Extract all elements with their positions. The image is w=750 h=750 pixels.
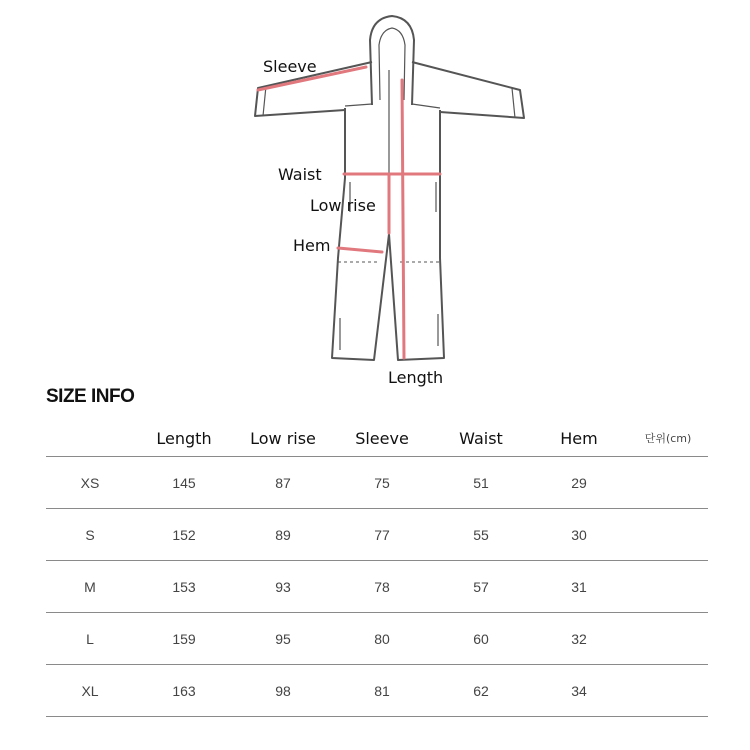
sleeve-cell: 78 [332, 561, 432, 613]
shoulder-seam [345, 104, 440, 108]
right-sleeve-outline [412, 62, 524, 118]
hem-cell: 30 [530, 509, 628, 561]
table-row [46, 613, 708, 665]
empty-cell [628, 457, 708, 509]
waist-cell: 55 [432, 509, 530, 561]
length-measure-line [402, 80, 404, 358]
right-cuff [512, 88, 515, 118]
hem-cell: 31 [530, 561, 628, 613]
waist-cell: 57 [432, 561, 530, 613]
length-cell: 159 [134, 613, 234, 665]
hem-cell: 34 [530, 665, 628, 717]
sleeve-cell: 80 [332, 613, 432, 665]
size-cell: XS [46, 457, 134, 509]
hem-measure-line [338, 248, 382, 252]
column-header-sleeve: Sleeve [332, 420, 432, 457]
waist-label: Waist [278, 165, 322, 184]
column-header-waist: Waist [432, 420, 530, 457]
length-cell: 153 [134, 561, 234, 613]
low-rise-cell: 89 [234, 509, 332, 561]
hood-outline [370, 16, 414, 105]
size-info-title: SIZE INFO [46, 386, 135, 407]
left-cuff [263, 86, 266, 116]
waist-cell: 51 [432, 457, 530, 509]
table-row [46, 509, 708, 561]
hem-cell: 29 [530, 457, 628, 509]
table-row [46, 457, 708, 509]
waist-cell: 62 [432, 665, 530, 717]
size-cell: M [46, 561, 134, 613]
sleeve-cell: 75 [332, 457, 432, 509]
length-cell: 163 [134, 665, 234, 717]
low-rise-cell: 98 [234, 665, 332, 717]
low-rise-cell: 93 [234, 561, 332, 613]
empty-cell [628, 613, 708, 665]
size-table-header [46, 420, 708, 457]
size-cell: XL [46, 665, 134, 717]
low-rise-cell: 87 [234, 457, 332, 509]
table-row [46, 665, 708, 717]
empty-cell [628, 665, 708, 717]
sleeve-cell: 77 [332, 509, 432, 561]
column-header-hem: Hem [530, 420, 628, 457]
waist-cell: 60 [432, 613, 530, 665]
length-cell: 152 [134, 509, 234, 561]
size-cell: L [46, 613, 134, 665]
empty-cell [628, 561, 708, 613]
sleeve-label: Sleeve [263, 57, 317, 76]
low-rise-label: Low rise [310, 196, 376, 215]
empty-cell [628, 509, 708, 561]
hem-label: Hem [293, 236, 331, 255]
sleeve-cell: 81 [332, 665, 432, 717]
column-header-low-rise: Low rise [234, 420, 332, 457]
length-label: Length [388, 368, 444, 387]
size-cell: S [46, 509, 134, 561]
length-cell: 145 [134, 457, 234, 509]
table-row [46, 561, 708, 613]
size-table [46, 420, 708, 717]
low-rise-cell: 95 [234, 613, 332, 665]
column-header-length: Length [134, 420, 234, 457]
size-column-header [46, 420, 134, 457]
unit-label: 단위(cm) [628, 420, 708, 457]
hem-cell: 32 [530, 613, 628, 665]
